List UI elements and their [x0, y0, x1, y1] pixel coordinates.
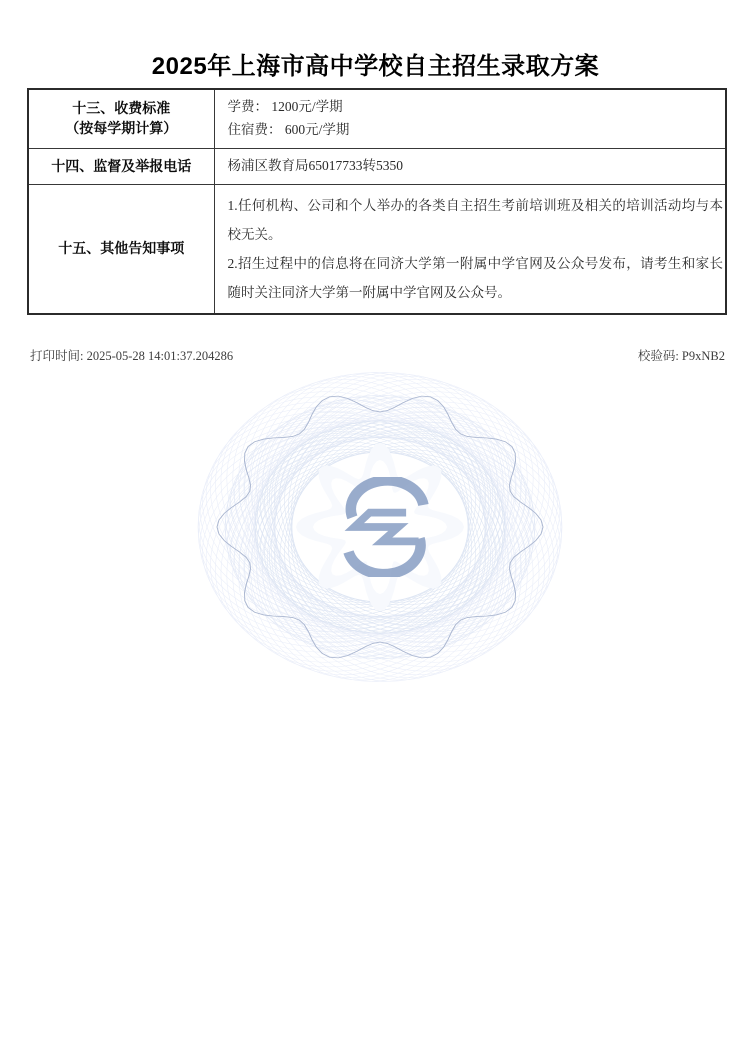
checksum	[638, 346, 725, 364]
row-content-cell-fees	[214, 89, 726, 148]
info-table	[27, 88, 727, 315]
watermark-seal	[180, 352, 580, 702]
boarding-fee-line: 住宿费： 600元/学期	[227, 121, 350, 137]
guilloche-mesh	[180, 352, 580, 702]
emblem-bottom-arc-icon	[349, 539, 421, 575]
note-paragraph-1: 1.任何机构、公司和个人举办的各类自主招生考前培训班及相关的培训活动均与本校无关。	[227, 198, 723, 243]
note-paragraph-2: 2.招生过程中的信息将在同济大学第一附属中学官网及公众号发布，请考生和家长随时关注同济大学第一附属中学官网及公众号。	[227, 256, 723, 301]
print-time-value: 2025-05-28 14:01:37.204286	[86, 349, 234, 363]
row-content-cell-supervision	[214, 148, 726, 184]
print-time-label: 打印时间:	[30, 349, 84, 363]
center-flower	[296, 443, 464, 611]
emblem-icon	[337, 477, 433, 577]
row-header-cell-fees	[28, 89, 214, 148]
emblem-zigzag-icon	[354, 513, 418, 542]
watermark-svg	[180, 352, 580, 702]
emblem-top-arc-icon	[351, 480, 424, 517]
row-header-line1: 十五、其他告知事项	[58, 240, 185, 257]
row-header-line1: 十三、收费标准	[72, 100, 171, 117]
row-header-cell-supervision	[28, 148, 214, 184]
row-content-cell-notes	[214, 184, 726, 314]
row-header-line2: （按每学期计算）	[65, 119, 178, 136]
supervision-phone-line: 杨浦区教育局65017733转5350	[227, 157, 403, 173]
table-row-supervision	[28, 148, 726, 184]
tuition-fee-line: 学费： 1200元/学期	[227, 99, 343, 114]
checksum-label: 校验码:	[637, 349, 679, 363]
table-row-fees	[28, 89, 726, 148]
scallop-outline	[217, 396, 543, 658]
row-header-line1: 十四、监督及举报电话	[51, 157, 192, 174]
checksum-value: P9xNB2	[681, 349, 725, 363]
page-title: 2025年上海市高中学校自主招生录取方案	[151, 53, 600, 80]
print-time	[30, 346, 233, 364]
row-header-cell-notes	[28, 184, 214, 314]
table-row-notes	[28, 184, 726, 314]
